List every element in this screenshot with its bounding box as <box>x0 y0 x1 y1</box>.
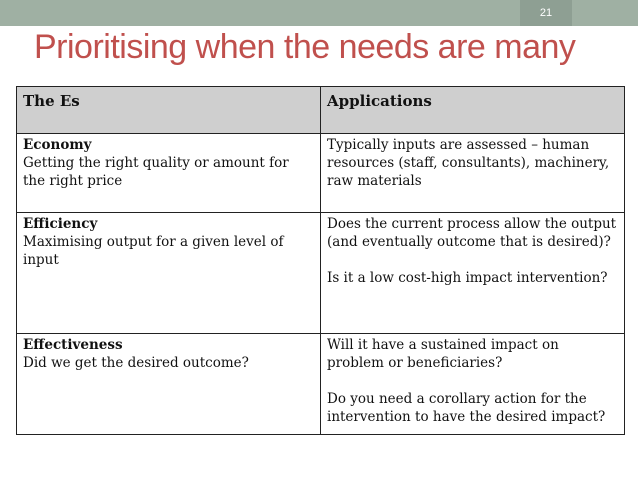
application-text-efficiency-1: Does the current process allow the output (and eventually outcome that is desired)? <box>327 216 617 250</box>
application-text-efficiency-2: Is it a low cost-high impact intervention? <box>327 269 608 286</box>
row-description-economy: Getting the right quality or amount for the right price <box>23 154 289 189</box>
column-header-applications: Applications <box>321 87 625 134</box>
application-text-effectiveness-2: Do you need a corollary action for the intervention to have the desired impact? <box>327 390 606 425</box>
es-cell-effectiveness <box>17 334 321 435</box>
slide-number: 21 <box>520 0 572 26</box>
application-text-effectiveness-1: Will it have a sustained impact on problem or beneficiaries? <box>327 337 559 371</box>
slide-title: Prioritising when the needs are many <box>34 28 576 66</box>
row-label-efficiency: Efficiency <box>23 216 98 232</box>
table-row-effectiveness <box>17 334 625 435</box>
applications-cell-economy <box>321 134 625 213</box>
es-table <box>16 86 625 435</box>
row-description-efficiency: Maximising output for a given level of input <box>23 233 284 268</box>
es-cell-efficiency <box>17 213 321 334</box>
table-row-efficiency <box>17 213 625 334</box>
applications-cell-effectiveness <box>321 334 625 435</box>
row-label-economy: Economy <box>23 137 92 153</box>
row-label-effectiveness: Effectiveness <box>23 337 123 353</box>
application-text-economy-1: Typically inputs are assessed – human resources (staff, consultants), machinery, raw materials <box>327 137 610 189</box>
table-row-economy <box>17 134 625 213</box>
table-header-row <box>17 87 625 134</box>
column-header-the-es: The Es <box>17 87 321 134</box>
applications-cell-efficiency <box>321 213 625 334</box>
row-description-effectiveness: Did we get the desired outcome? <box>23 354 249 371</box>
es-cell-economy <box>17 134 321 213</box>
